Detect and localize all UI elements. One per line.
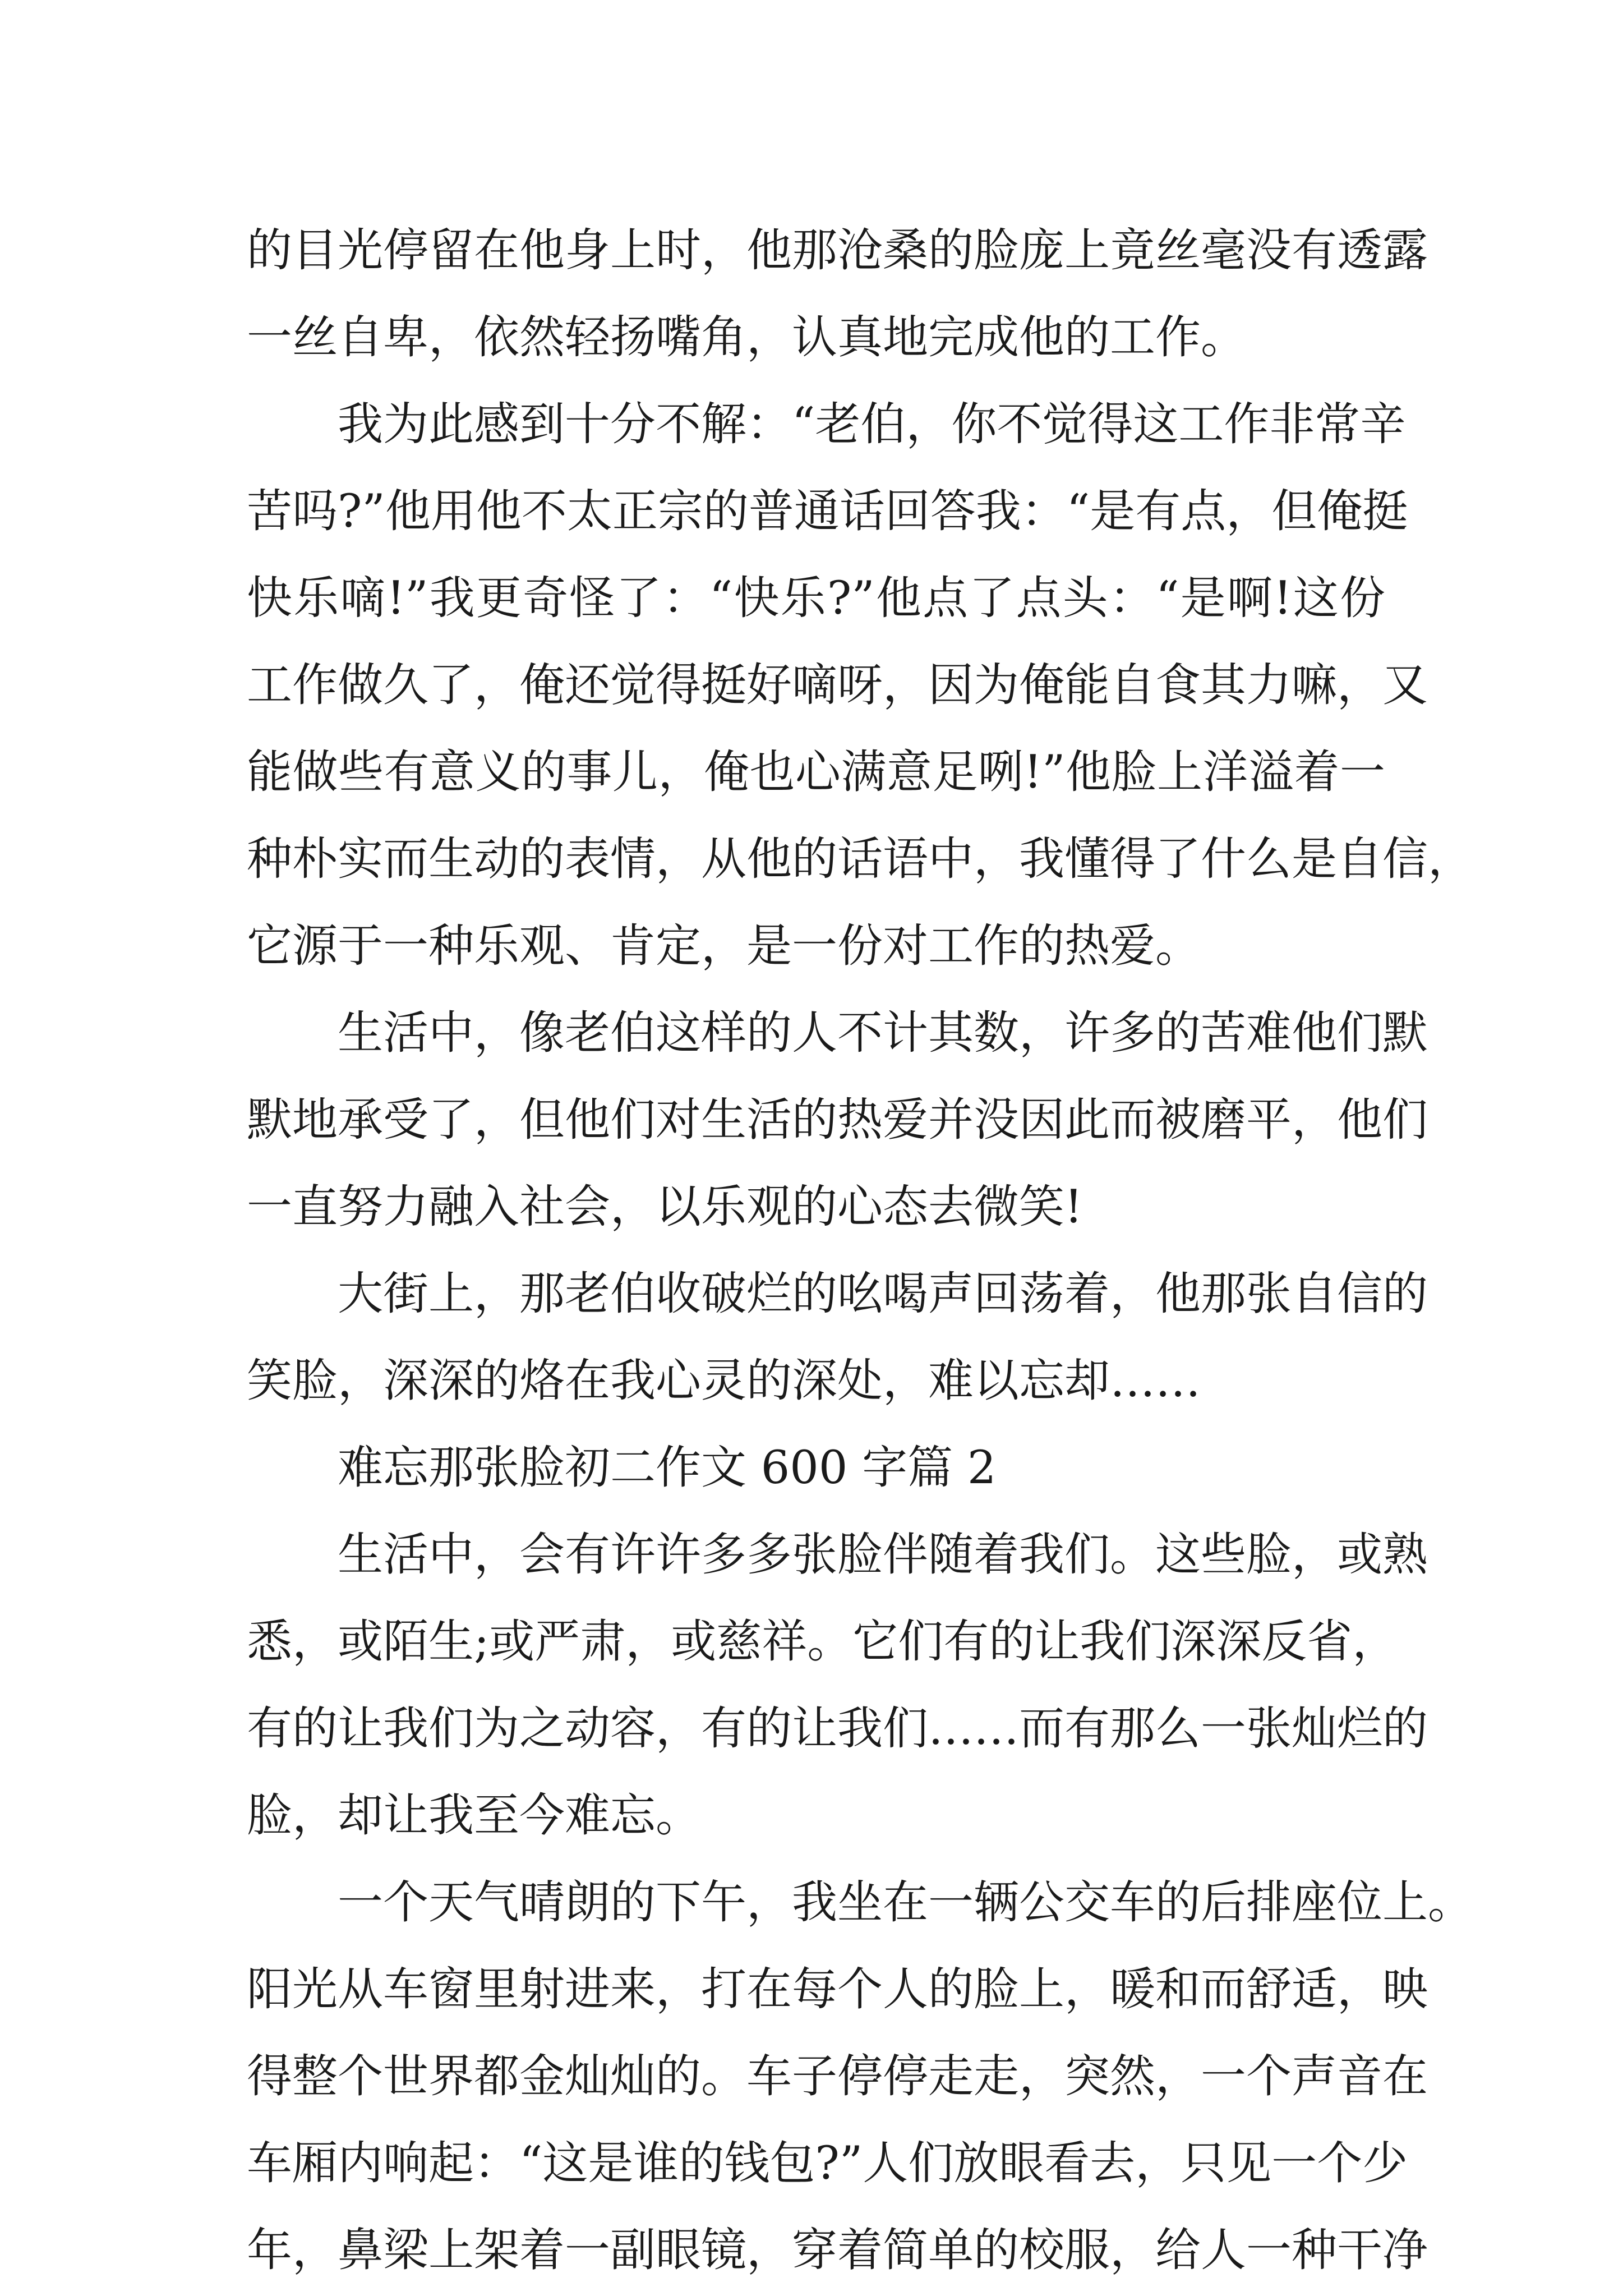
text-line: 工作做久了，俺还觉得挺好嘀呀，因为俺能自食其力嘛，又 — [247, 659, 1428, 712]
document-body — [247, 208, 1474, 2294]
text-line: 阳光从车窗里射进来，打在每个人的脸上，暖和而舒适，映 — [247, 1963, 1428, 2016]
text-line: 快乐嘀!”我更奇怪了：“快乐?”他点了点头：“是啊!这份 — [247, 572, 1385, 625]
text-line: 大街上，那老伯收破烂的吆喝声回荡着，他那张自信的 — [338, 1268, 1428, 1320]
text-line: 它源于一种乐观、肯定，是一份对工作的热爱。 — [247, 920, 1201, 973]
text-line: 悉，或陌生;或严肃，或慈祥。它们有的让我们深深反省， — [247, 1616, 1398, 1668]
text-line: 一个天气晴朗的下午，我坐在一辆公交车的后排座位上。 — [338, 1876, 1474, 1929]
text-line: 有的让我们为之动容，有的让我们……而有那么一张灿烂的 — [247, 1703, 1428, 1755]
text-line: 车厢内响起：“这是谁的钱包?”人们放眼看去，只见一个少 — [247, 2137, 1408, 2190]
text-line: 一丝自卑，依然轻扬嘴角，认真地完成他的工作。 — [247, 311, 1247, 364]
text-line: 脸，却让我至今难忘。 — [247, 1789, 702, 1842]
text-line: 我为此感到十分不解：“老伯，你不觉得这工作非常辛 — [338, 398, 1406, 451]
text-line: 默地承受了，但他们对生活的热爱并没因此而被磨平，他们 — [247, 1094, 1428, 1147]
text-line: 生活中，像老伯这样的人不计其数，许多的苦难他们默 — [338, 1007, 1428, 1060]
section-heading: 难忘那张脸初二作文 600 字篇 2 — [338, 1442, 997, 1494]
text-line: 年，鼻梁上架着一副眼镜，穿着简单的校服，给人一种干净 — [247, 2224, 1428, 2277]
text-line: 的目光停留在他身上时，他那沧桑的脸庞上竟丝毫没有透露 — [247, 224, 1428, 277]
text-line: 笑脸，深深的烙在我心灵的深处，难以忘却…… — [247, 1355, 1201, 1407]
text-line: 苦吗?”他用他不太正宗的普通话回答我：“是有点，但俺挺 — [247, 485, 1408, 538]
text-line: 一直努力融入社会，以乐观的心态去微笑! — [247, 1181, 1083, 1234]
text-line: 生活中，会有许许多多张脸伴随着我们。这些脸，或熟 — [338, 1529, 1428, 1581]
text-line: 能做些有意义的事儿，俺也心满意足咧!”他脸上洋溢着一 — [247, 746, 1385, 799]
text-line: 得整个世界都金灿灿的。车子停停走走，突然，一个声音在 — [247, 2050, 1428, 2103]
text-line: 种朴实而生动的表情，从他的话语中，我懂得了什么是自信， — [247, 833, 1474, 886]
